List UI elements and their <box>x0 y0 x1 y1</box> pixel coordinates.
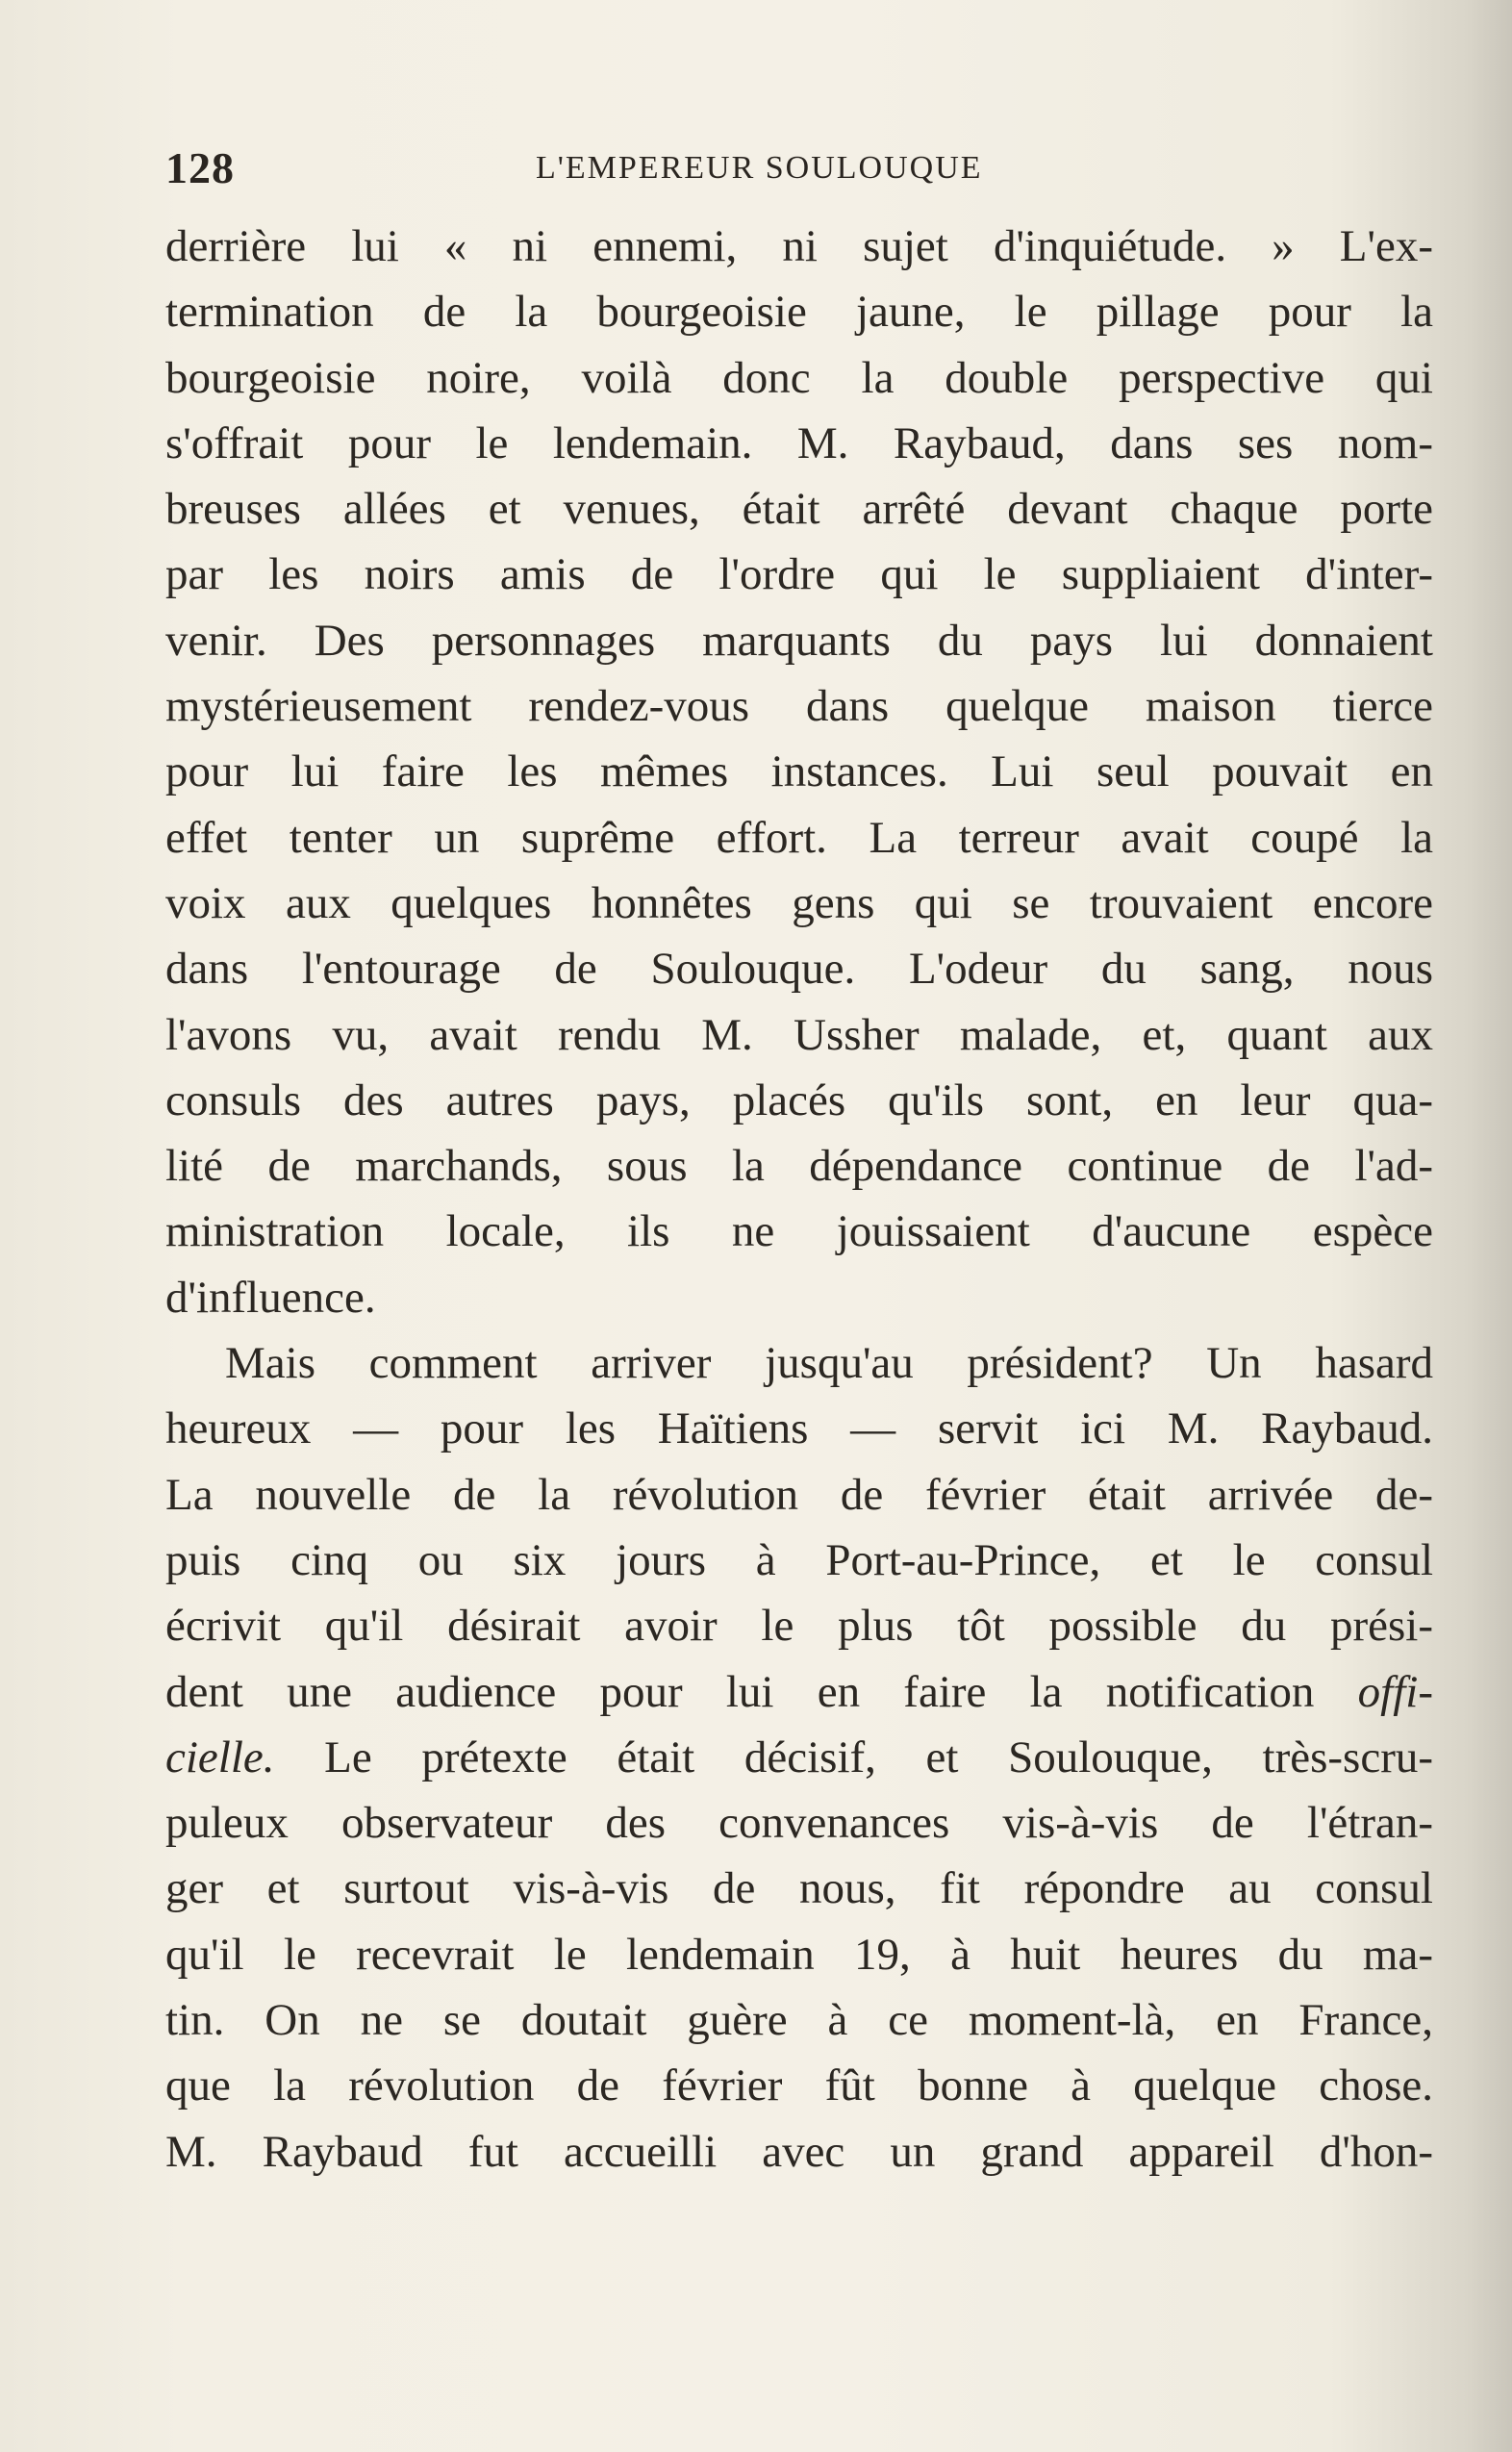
text-line: lité de marchands, sous la dépendance continue de l'ad- <box>165 1141 1433 1192</box>
text-line: dans l'entourage de Soulouque. L'odeur du sang, nous <box>165 944 1433 995</box>
text-line <box>165 1659 1433 1725</box>
text-line: puis cinq ou six jours à Port-au-Prince, et le consul <box>165 1534 1433 1585</box>
text-line: heureux — pour les Haïtiens — servit ici M. Raybaud. <box>165 1403 1433 1454</box>
text-line: La nouvelle de la révolution de février était arrivée de- <box>165 1469 1433 1520</box>
paragraph-end-line: d'influence. <box>165 1272 376 1323</box>
text-line: bourgeoisie noire, voilà donc la double perspective qui <box>165 352 1433 403</box>
text-line: puleux observateur des convenances vis-à-vis de l'étran- <box>165 1798 1433 1849</box>
text-line: effet tenter un suprême effort. La terreur avait coupé la <box>165 812 1433 863</box>
text-line: M. Raybaud fut accueilli avec un grand appareil d'hon- <box>165 2126 1433 2177</box>
text-line: derrière lui « ni ennemi, ni sujet d'inquiétude. » L'ex- <box>165 221 1433 271</box>
text-segment: dent une audience pour lui en faire la notification <box>165 1666 1358 1717</box>
text-line: tin. On ne se doutait guère à ce moment-là, en France, <box>165 1995 1433 2046</box>
text-line: l'avons vu, avait rendu M. Ussher malade, et, quant aux <box>165 1009 1433 1060</box>
text-line: pour lui faire les mêmes instances. Lui seul pouvait en <box>165 746 1433 797</box>
text-line: s'offrait pour le lendemain. M. Raybaud, dans ses nom- <box>165 417 1433 468</box>
text-line: ministration locale, ils ne jouissaient d'aucune espèce <box>165 1206 1433 1257</box>
text-line: qu'il le recevrait le lendemain 19, à huit heures du ma- <box>165 1929 1433 1980</box>
text-line: que la révolution de février fût bonne à quelque chose. <box>165 2060 1433 2111</box>
page-number: 128 <box>165 143 235 192</box>
text-line <box>165 1725 1433 1790</box>
text-line: termination de la bourgeoisie jaune, le pillage pour la <box>165 287 1433 338</box>
paragraph-start-line: Mais comment arriver jusqu'au président? Un hasard <box>225 1338 1433 1389</box>
body-text <box>165 214 1433 2185</box>
text-line: voix aux quelques honnêtes gens qui se trouvaient encore <box>165 877 1433 928</box>
text-segment: Le prétexte était décisif, et Soulouque, très-scru- <box>274 1732 1433 1782</box>
running-head <box>165 142 1041 192</box>
text-line: ger et surtout vis-à-vis de nous, fit répondre au consul <box>165 1863 1433 1914</box>
italic-text: offi- <box>1357 1666 1433 1717</box>
text-line: mystérieusement rendez-vous dans quelque maison tierce <box>165 681 1433 732</box>
text-line: breuses allées et venues, était arrêté devant chaque porte <box>165 484 1433 535</box>
italic-text: cielle. <box>165 1732 275 1782</box>
text-line: par les noirs amis de l'ordre qui le suppliaient d'inter- <box>165 549 1433 600</box>
running-title: L'EMPEREUR SOULOUQUE <box>536 150 983 186</box>
text-line: consuls des autres pays, placés qu'ils sont, en leur qua- <box>165 1074 1433 1125</box>
text-line: écrivit qu'il désirait avoir le plus tôt possible du prési- <box>165 1601 1433 1652</box>
text-line: venir. Des personnages marquants du pays lui donnaient <box>165 615 1433 666</box>
